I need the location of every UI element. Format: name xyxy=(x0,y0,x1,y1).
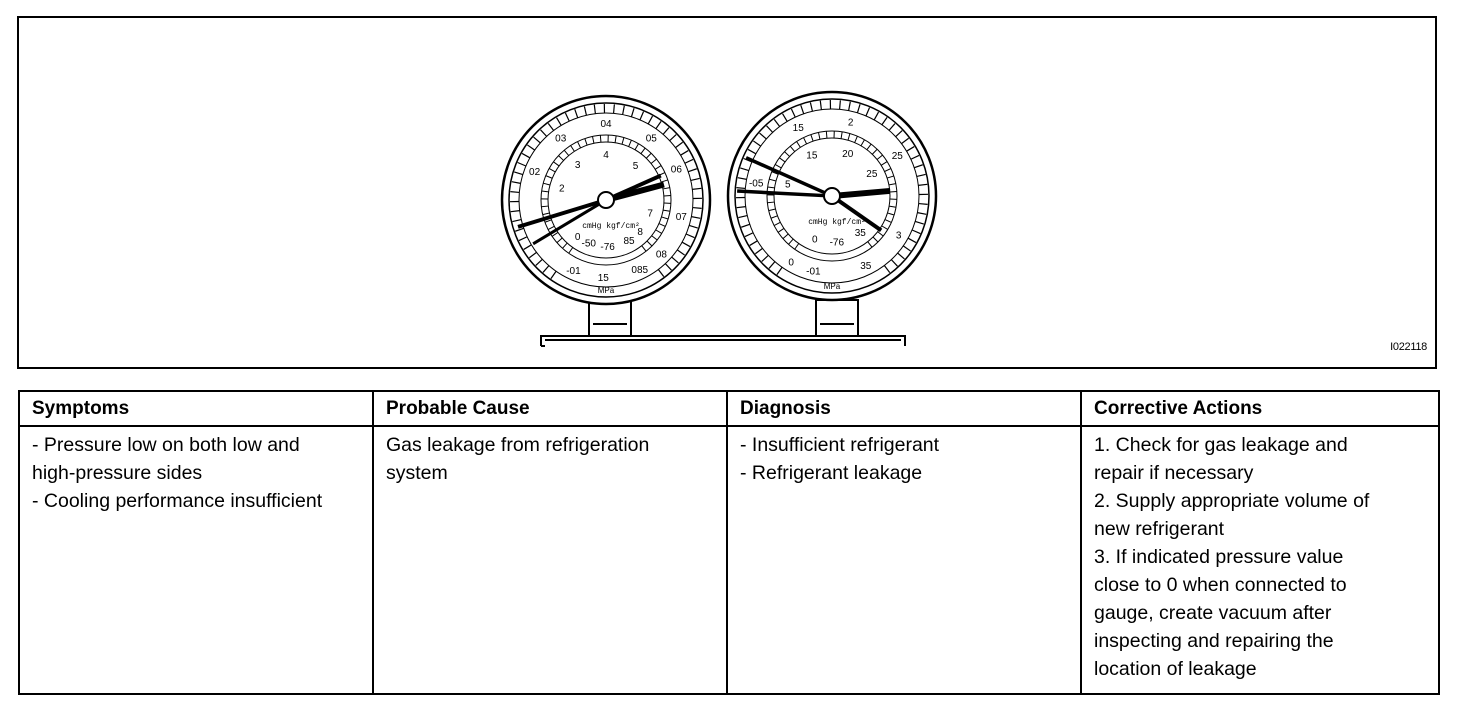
inner-scale-label: 5 xyxy=(785,179,791,191)
action-line: 1. Check for gas leakage and xyxy=(1094,434,1348,456)
outer-scale-label: 04 xyxy=(600,119,612,130)
inner-scale-label: -76 xyxy=(829,237,845,249)
inner-scale-label: 85 xyxy=(623,235,635,247)
outer-scale-label: 2 xyxy=(847,117,854,129)
action-line: new refrigerant xyxy=(1094,518,1225,540)
outer-scale-label: 03 xyxy=(555,133,567,145)
inner-scale-label: 5 xyxy=(632,160,639,172)
cell-corrective-actions xyxy=(1081,426,1439,694)
action-line: 2. Supply appropriate volume of xyxy=(1094,490,1370,512)
high-pressure-gauge xyxy=(728,92,936,300)
inner-scale-label: 2 xyxy=(559,183,565,195)
mpa-label: MPa xyxy=(597,286,615,295)
header-probable-cause: Probable Cause xyxy=(373,391,727,426)
mpa-label: MPa xyxy=(823,282,841,291)
scale-tick xyxy=(919,204,928,205)
outer-scale-label: -01 xyxy=(806,266,821,278)
table-header-row xyxy=(19,391,1439,426)
scale-tick xyxy=(736,188,745,189)
outer-scale-label: 0 xyxy=(788,257,794,269)
unit-label: cmHg kgf/cm² xyxy=(808,218,866,227)
outer-scale-label: -05 xyxy=(748,178,764,190)
scale-tick xyxy=(600,135,601,142)
scale-tick xyxy=(826,131,827,138)
inner-scale-label: 0 xyxy=(811,234,818,246)
gauge-illustration-figure xyxy=(17,16,1437,369)
inner-scale-label: -50 xyxy=(581,238,596,250)
diagnosis-line: - Insufficient refrigerant xyxy=(740,434,940,456)
header-corrective-actions: Corrective Actions xyxy=(1081,391,1439,426)
action-line: gauge, create vacuum after xyxy=(1094,602,1332,624)
header-symptoms: Symptoms xyxy=(19,391,373,426)
diagnosis-table xyxy=(18,390,1440,695)
cell-probable-cause xyxy=(373,426,727,694)
high-gauge-stem xyxy=(816,300,858,336)
outer-scale-label: -01 xyxy=(566,265,581,277)
low-gauge-stem xyxy=(589,300,631,336)
low-pressure-gauge xyxy=(502,96,710,304)
cause-line: system xyxy=(386,462,448,484)
header-diagnosis: Diagnosis xyxy=(727,391,1081,426)
needle-hub xyxy=(824,188,840,204)
action-line: inspecting and repairing the xyxy=(1094,630,1334,652)
inner-scale-label: 35 xyxy=(854,228,866,240)
outer-scale-label: 25 xyxy=(891,151,903,163)
outer-scale-label: 35 xyxy=(860,261,872,273)
inner-scale-label: 15 xyxy=(806,150,818,162)
symptom-line: - Pressure low on both low and xyxy=(32,434,300,456)
needle-hub xyxy=(598,192,614,208)
cell-symptoms xyxy=(19,426,373,694)
action-line: close to 0 when connected to xyxy=(1094,574,1347,596)
scale-tick xyxy=(693,208,702,209)
inner-scale-label: 20 xyxy=(842,148,854,160)
scale-tick xyxy=(614,104,615,113)
manifold-gauge-drawing xyxy=(19,18,1435,367)
outer-scale-label: 02 xyxy=(529,167,541,179)
outer-scale-label: 05 xyxy=(645,133,657,145)
outer-scale-label: 15 xyxy=(792,122,804,134)
inner-scale-label: 0 xyxy=(574,232,581,244)
cell-diagnosis xyxy=(727,426,1081,694)
figure-id: I022118 xyxy=(1390,341,1427,353)
inner-scale-label: -76 xyxy=(600,241,615,253)
outer-scale-label: 07 xyxy=(675,212,687,224)
action-line: 3. If indicated pressure value xyxy=(1094,546,1344,568)
table-row xyxy=(19,426,1439,694)
symptom-line: - Cooling performance insufficient xyxy=(32,490,323,512)
cause-line: Gas leakage from refrigeration xyxy=(386,434,650,456)
scale-tick xyxy=(840,100,841,109)
outer-scale-label: 3 xyxy=(895,230,902,242)
action-line: repair if necessary xyxy=(1094,462,1254,484)
inner-scale-label: 4 xyxy=(603,150,609,161)
scale-tick xyxy=(510,192,519,193)
outer-scale-label: 085 xyxy=(631,265,649,277)
inner-scale-label: 3 xyxy=(574,159,581,171)
outer-scale-label: 06 xyxy=(670,164,682,176)
inner-scale-label: 8 xyxy=(637,226,643,238)
symptom-line: high-pressure sides xyxy=(32,462,203,484)
diagnosis-line: - Refrigerant leakage xyxy=(740,462,923,484)
inner-scale-label: 25 xyxy=(866,169,878,180)
inner-scale-label: 7 xyxy=(647,208,653,220)
unit-label: cmHg kgf/cm² xyxy=(582,222,640,231)
outer-scale-label: 08 xyxy=(655,249,667,261)
outer-scale-label: 15 xyxy=(597,272,609,284)
manifold-bar xyxy=(541,336,905,346)
action-line: location of leakage xyxy=(1094,658,1257,680)
